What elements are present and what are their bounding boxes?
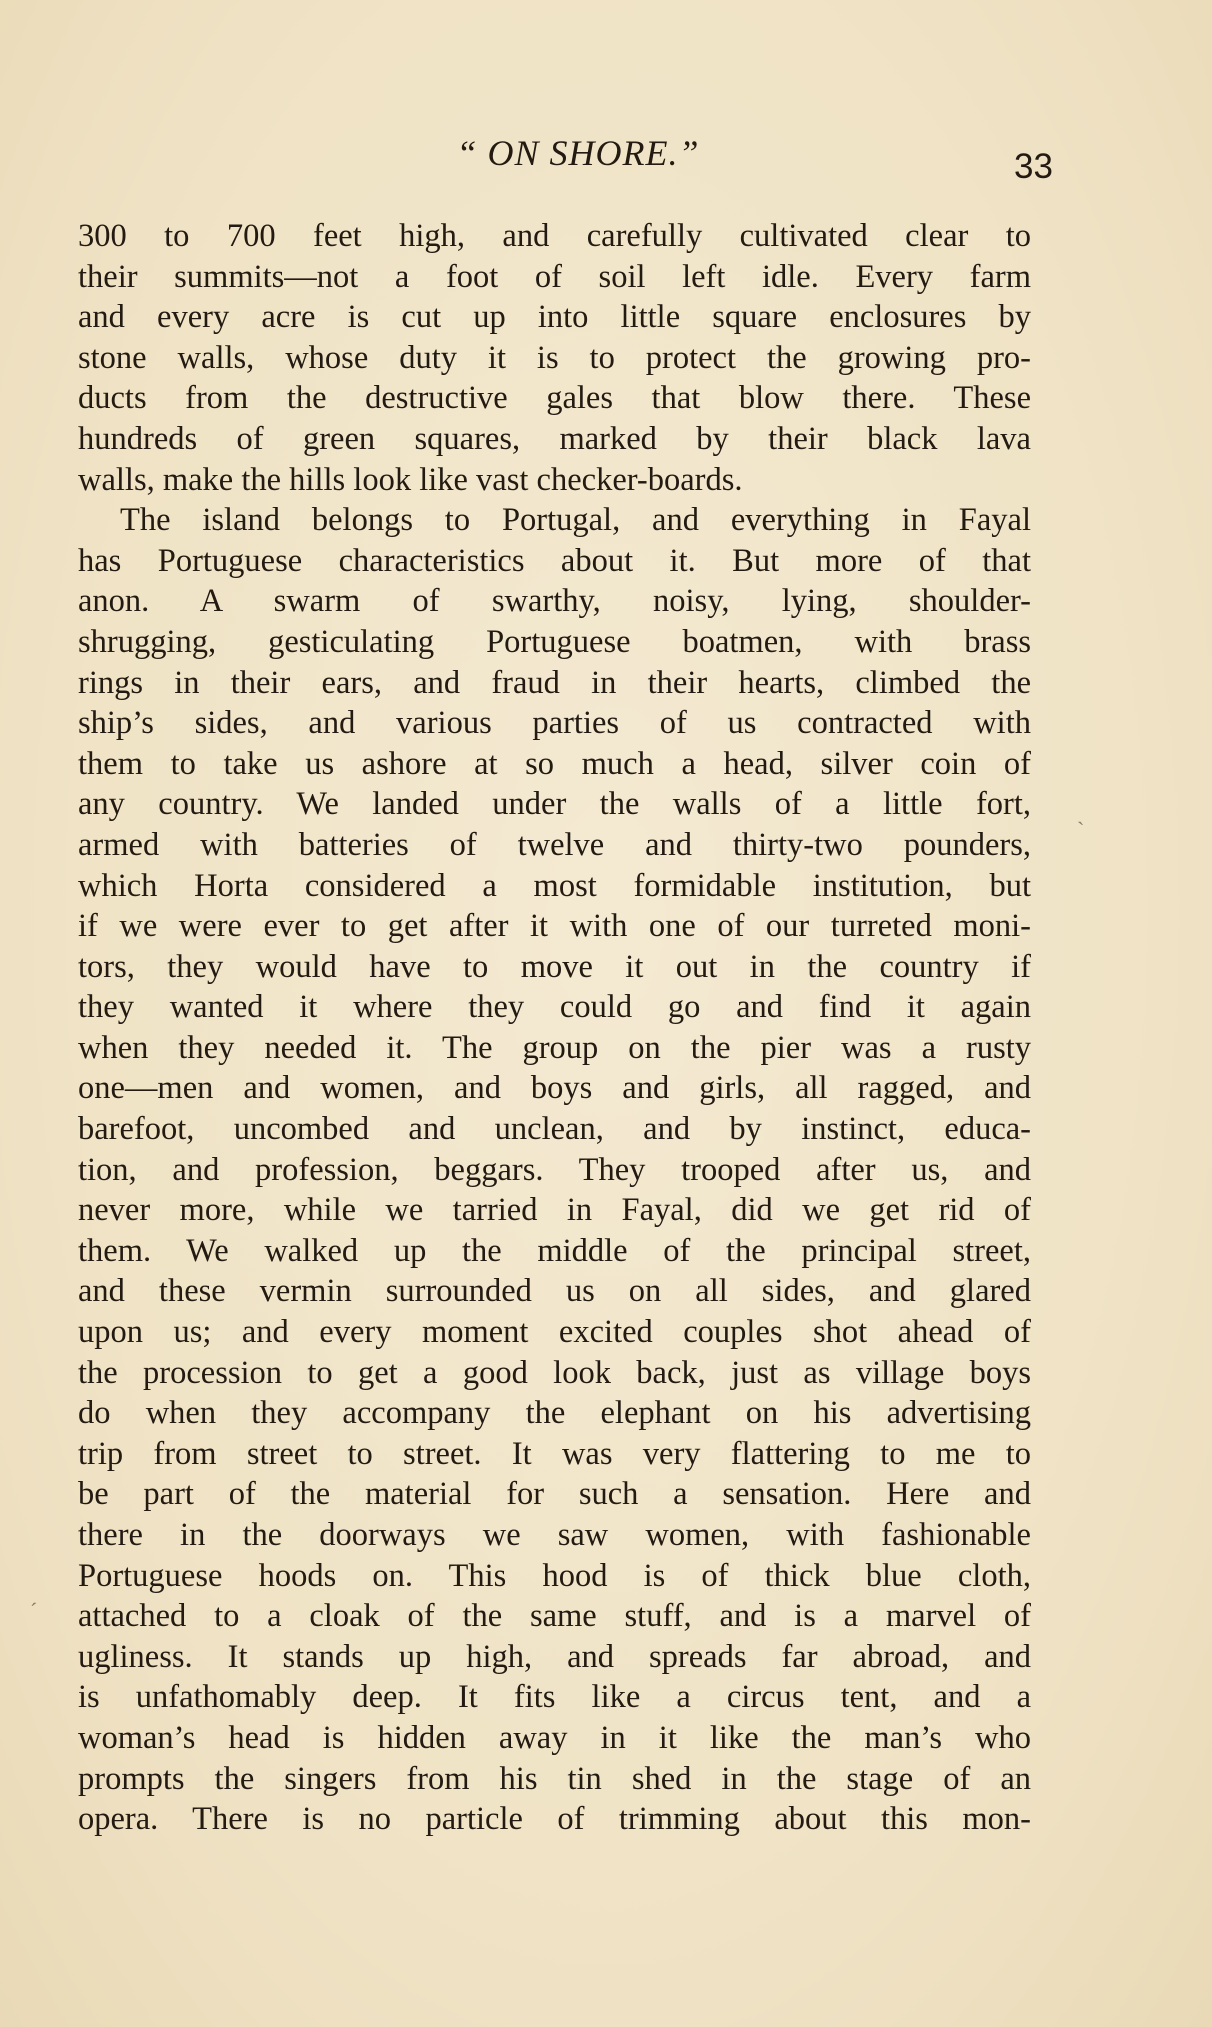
text-line: tion, and profession, beggars. They trooped after us, and [78, 1151, 1031, 1188]
text-line: and every acre is cut up into little square enclosures by [78, 299, 1031, 336]
text-line: do when they accompany the elephant on his advertising [78, 1395, 1031, 1432]
text-line: woman’s head is hidden away in it like the man’s who [78, 1719, 1031, 1756]
text-line: them. We walked up the middle of the principal street, [78, 1232, 1031, 1269]
ink-speck: ˊ [30, 1598, 38, 1623]
text-line: stone walls, whose duty it is to protect the growing pro- [78, 339, 1031, 376]
text-line: walls, make the hills look like vast checker-boards. [78, 461, 743, 498]
text-line: opera. There is no particle of trimming about this mon- [78, 1801, 1031, 1838]
text-line: ducts from the destructive gales that blow there. These [78, 380, 1031, 417]
text-line: 300 to 700 feet high, and carefully cultivated clear to [78, 218, 1031, 254]
ink-speck: ˏ [1077, 800, 1085, 825]
text-line: one—men and women, and boys and girls, all ragged, and [78, 1070, 1031, 1107]
text-line: tors, they would have to move it out in the country if [78, 948, 1031, 985]
text-line: if we were ever to get after it with one of our turreted moni- [78, 908, 1031, 945]
text-line: has Portuguese characteristics about it. But more of that [78, 542, 1031, 579]
text-line: any country. We landed under the walls of a little fort, [78, 786, 1031, 823]
text-line: upon us; and every moment excited couples shot ahead of [78, 1314, 1031, 1351]
text-line: their summits—not a foot of soil left idle. Every farm [78, 258, 1031, 295]
page-number: 33 [1014, 147, 1053, 186]
text-line: be part of the material for such a sensation. Here and [78, 1476, 1031, 1513]
text-line: when they needed it. The group on the pier was a rusty [78, 1029, 1031, 1066]
text-line: never more, while we tarried in Fayal, did we get rid of [78, 1192, 1031, 1229]
text-line: armed with batteries of twelve and thirty-two pounders, [78, 826, 1031, 863]
text-line: the procession to get a good look back, just as village boys [78, 1354, 1031, 1391]
text-line: rings in their ears, and fraud in their hearts, climbed the [78, 664, 1031, 701]
text-line: trip from street to street. It was very flattering to me to [78, 1435, 1031, 1472]
text-line: which Horta considered a most formidable institution, but [78, 867, 1031, 904]
text-line: ugliness. It stands up high, and spreads far abroad, and [78, 1638, 1031, 1675]
text-line: them to take us ashore at so much a head, silver coin of [78, 745, 1031, 782]
text-line: is unfathomably deep. It fits like a circus tent, and a [78, 1679, 1031, 1716]
text-line: they wanted it where they could go and find it again [78, 989, 1031, 1026]
text-line: and these vermin surrounded us on all sides, and glared [78, 1273, 1031, 1310]
text-line: there in the doorways we saw women, with fashionable [78, 1517, 1031, 1553]
text-line: attached to a cloak of the same stuff, and is a marvel of [78, 1598, 1031, 1635]
text-line: ship’s sides, and various parties of us contracted with [78, 705, 1031, 742]
text-line: prompts the singers from his tin shed in the stage of an [78, 1760, 1031, 1797]
text-line: barefoot, uncombed and unclean, and by instinct, educa- [78, 1111, 1031, 1148]
text-line: shrugging, gesticulating Portuguese boatmen, with brass [78, 623, 1031, 660]
text-line: Portuguese hoods on. This hood is of thick blue cloth, [78, 1557, 1031, 1594]
text-line: hundreds of green squares, marked by their black lava [78, 420, 1031, 457]
text-line: The island belongs to Portugal, and everything in Fayal [120, 502, 1031, 539]
running-head: “ ON SHORE.” [456, 133, 700, 173]
text-line: anon. A swarm of swarthy, noisy, lying, shoulder- [78, 583, 1031, 620]
body-text [78, 216, 1031, 1840]
